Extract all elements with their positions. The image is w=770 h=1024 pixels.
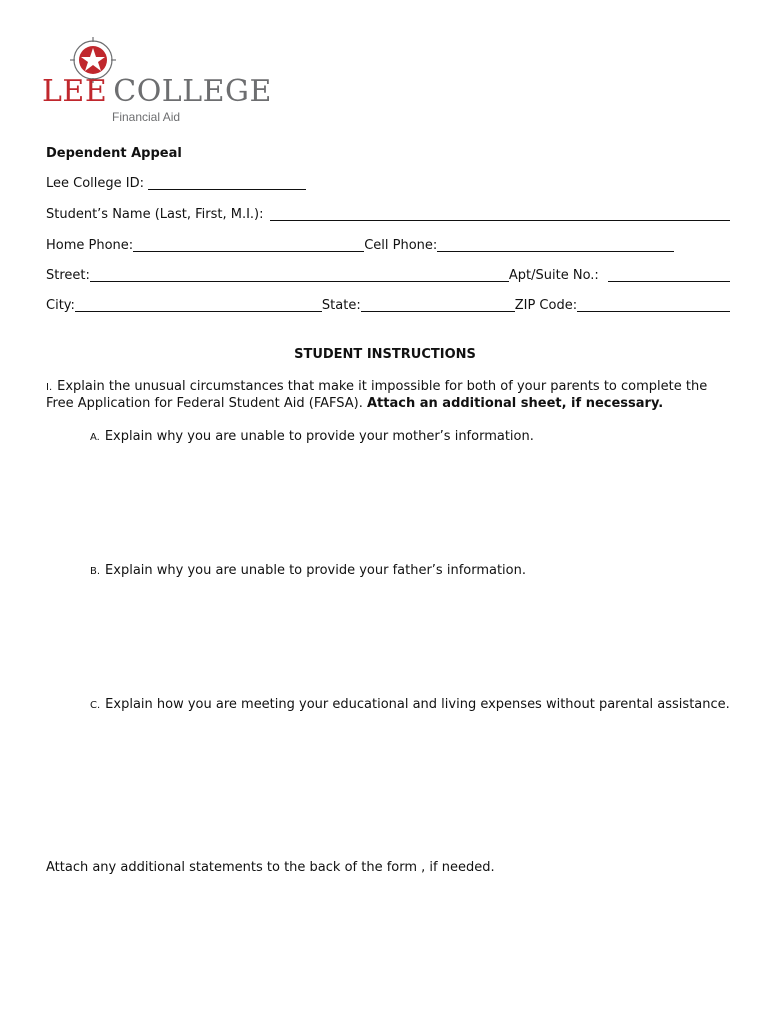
instructions-heading: STUDENT INSTRUCTIONS — [294, 347, 476, 362]
college-id-label: Lee College ID: — [46, 176, 145, 191]
state-field[interactable] — [361, 296, 515, 312]
student-name-row — [46, 203, 730, 223]
city-label: City: — [46, 298, 75, 313]
sub-item-letter: C. — [90, 700, 101, 711]
sub-item-expenses — [90, 697, 730, 714]
lee-college-logo — [40, 36, 272, 128]
sub-item-letter: B. — [90, 566, 101, 577]
student-name-field[interactable] — [270, 205, 730, 221]
sub-item-text: Explain how you are meeting your educational and living expenses without parental assistance. — [105, 697, 730, 712]
sub-item-text: Explain why you are unable to provide your father’s information. — [105, 563, 526, 578]
home-phone-field[interactable] — [133, 236, 364, 252]
logo-name-second: COLLEGE — [113, 74, 272, 109]
street-field[interactable] — [90, 266, 509, 282]
city-field[interactable] — [75, 296, 322, 312]
zip-label: ZIP Code: — [514, 298, 578, 313]
instruction-bold-note: Attach an additional sheet, if necessary. — [367, 396, 664, 411]
sub-item-text: Explain why you are unable to provide your mother’s information. — [104, 429, 534, 444]
home-phone-label: Home Phone: — [46, 238, 134, 253]
sub-item-father — [90, 563, 526, 580]
cell-phone-field[interactable] — [437, 236, 674, 252]
instruction-text: Explain the unusual circumstances that make it impossible for both of your parents to complete the Free Application for Federal Student Aid (FAFSA). — [46, 379, 708, 411]
college-id-field[interactable] — [148, 174, 306, 190]
street-row — [46, 264, 730, 284]
college-id-row — [46, 172, 730, 192]
form-title: Dependent Appeal — [46, 146, 182, 161]
zip-field[interactable] — [577, 296, 730, 312]
phone-row — [46, 234, 730, 254]
sub-item-mother — [90, 429, 534, 446]
street-label: Street: — [46, 268, 90, 283]
logo-subtitle: Financial Aid — [112, 110, 181, 124]
cell-phone-label: Cell Phone: — [364, 238, 438, 253]
footer-note: Attach any additional statements to the back of the form , if needed. — [46, 860, 495, 875]
apt-suite-field[interactable] — [608, 266, 730, 282]
instruction-number: I. — [46, 382, 53, 393]
city-state-zip-row — [46, 294, 730, 314]
sub-item-letter: A. — [90, 432, 100, 443]
logo-wordmark — [42, 76, 272, 108]
apt-suite-label: Apt/Suite No.: — [508, 268, 599, 283]
state-label: State: — [321, 298, 361, 313]
logo-name-first: LEE — [42, 74, 108, 109]
instruction-item — [46, 379, 736, 412]
student-name-label: Student’s Name (Last, First, M.I.): — [46, 207, 264, 222]
